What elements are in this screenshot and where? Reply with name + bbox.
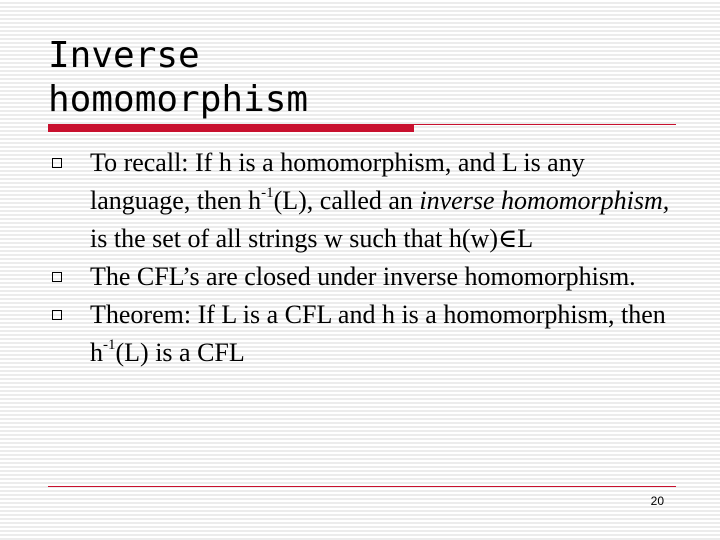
bullet-text-segment: (L) is a CFL xyxy=(115,338,245,367)
bullet-item-recall xyxy=(48,144,688,258)
bullet-text-segment: (L), called an xyxy=(273,186,420,215)
title-line-1: Inverse xyxy=(48,35,200,76)
bullet-item-closure xyxy=(48,258,688,296)
bullet-text-segment: L xyxy=(517,224,534,253)
square-bullet-icon xyxy=(52,158,62,168)
bullet-text-segment: Theorem: If L is a CFL and h is a homomorphism, then h xyxy=(90,300,666,367)
superscript-inverse: -1 xyxy=(261,185,274,202)
title-underline-rule xyxy=(414,124,676,125)
page-number: 20 xyxy=(650,494,664,508)
superscript-inverse: -1 xyxy=(103,337,116,354)
square-bullet-icon xyxy=(52,272,62,282)
bullet-text-segment: To recall: If h is a homomorphism, and L is any language, then h xyxy=(90,148,585,215)
footer-rule xyxy=(48,486,676,487)
slide-title xyxy=(48,34,308,122)
title-line-2: homomorphism xyxy=(48,79,309,120)
bullet-item-theorem xyxy=(48,296,688,372)
bullet-list xyxy=(48,144,688,372)
title-underline-bar xyxy=(48,124,414,132)
bullet-text-segment: is the set of all strings w such that h(w) xyxy=(90,224,498,253)
element-of-symbol: ∈ xyxy=(498,224,518,253)
bullet-text-theorem xyxy=(90,300,666,367)
square-bullet-icon xyxy=(52,310,62,320)
italic-term: inverse homomorphism, xyxy=(419,186,670,215)
bullet-text-recall xyxy=(90,148,669,253)
bullet-text-closure: The CFL’s are closed under inverse homomorphism. xyxy=(90,262,636,291)
